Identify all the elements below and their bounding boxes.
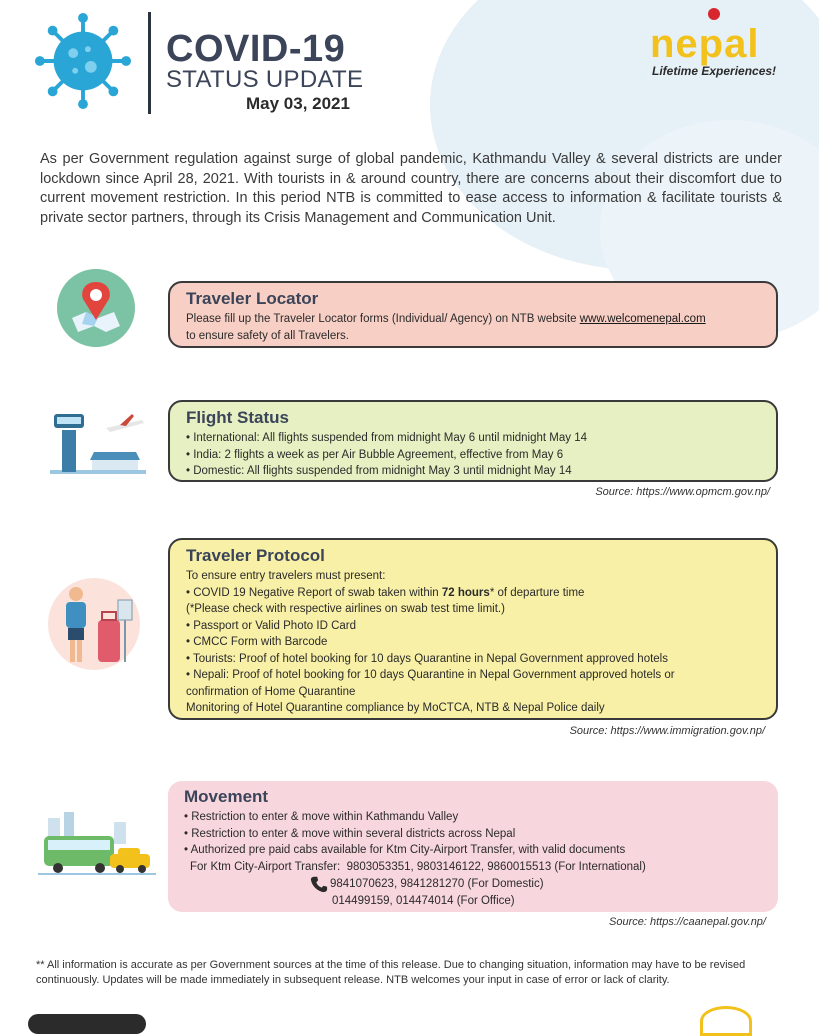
website-link[interactable]: www.welcomenepal.com (579, 313, 706, 325)
card-line: (*Please check with respective airlines on swab test time limit.) (186, 603, 505, 615)
card-title: Flight Status (186, 408, 289, 427)
card-line (332, 875, 762, 893)
flight-source: Source: https://www.opmcm.gov.np/ (595, 486, 770, 498)
bottom-left-badge (28, 1014, 146, 1034)
page-title: COVID-19 (166, 28, 346, 70)
card-text: * of departure time (489, 586, 585, 599)
card-line (186, 585, 760, 602)
card-line: • Restriction to enter & move within several districts across Nepal (184, 827, 516, 840)
card-line: to ensure safety of all Travelers. (186, 329, 349, 342)
movement-source: Source: https://caanepal.gov.np/ (609, 916, 766, 928)
logo-dot (708, 8, 720, 20)
logo-tagline: Lifetime Experiences! (652, 64, 777, 78)
transfer-label: For Ktm City-Airport Transfer: (190, 860, 341, 873)
traveler-locator-card (168, 281, 778, 348)
page-subtitle: STATUS UPDATE (166, 66, 364, 93)
card-line: • Domestic: All flights suspended from midnight May 3 until midnight May 14 (186, 465, 572, 477)
movement-card (168, 781, 778, 912)
traveler-luggage-icon (44, 572, 144, 672)
traveler-protocol-card (168, 538, 778, 720)
map-pin-icon (56, 268, 136, 348)
card-line: • Passport or Valid Photo ID Card (186, 619, 357, 632)
header-divider (148, 12, 151, 114)
airport-tower-icon (50, 400, 146, 486)
bus-icon (38, 812, 156, 878)
nepal-logo (650, 8, 790, 88)
bottom-right-shape (700, 1006, 752, 1036)
card-line: • Nepali: Proof of hotel booking for 10 days Quarantine in Nepal Government approved hotels or (186, 669, 675, 681)
card-line: • International: All flights suspended from midnight May 6 until midnight May 14 (186, 432, 587, 444)
virus-icon (34, 12, 132, 110)
flight-status-card (168, 400, 778, 482)
update-date: May 03, 2021 (246, 94, 350, 113)
card-line: • India: 2 flights a week as per Air Bubble Agreement, effective from May 6 (186, 448, 564, 461)
card-line: To ensure entry travelers must present: (186, 570, 386, 582)
card-text: Please fill up the Traveler Locator forms (Individual/ Agency) on NTB website (186, 313, 580, 325)
phone-icon (310, 875, 328, 893)
card-line (190, 859, 762, 876)
card-line (332, 893, 762, 910)
card-bold-text: 72 hours (441, 586, 490, 599)
card-text: • COVID 19 Negative Report of swab taken within (186, 586, 442, 599)
phones-international: 9803053351, 9803146122, 9860015513 (For International) (346, 860, 646, 873)
airplane-icon (106, 414, 144, 432)
card-line: confirmation of Home Quarantine (186, 685, 356, 698)
phones-domestic: 9841070623, 9841281270 (For Domestic) (330, 878, 544, 891)
card-line: • Tourists: Proof of hotel booking for 10 days Quarantine in Nepal Government approved hotels (186, 652, 668, 665)
footer-disclaimer: ** All information is accurate as per Government sources at the time of this release. Due to changing situation, information may have to be revised continuously. Updates will be made immediately in subsequent release. NTB welcomes your input in case of error or lack of clarity. (36, 959, 746, 986)
card-line (186, 311, 760, 328)
card-title: Movement (184, 787, 269, 806)
phones-office: 014499159, 014474014 (For Office) (332, 895, 515, 907)
taxi-icon (110, 848, 150, 873)
logo-word: nepal (650, 22, 760, 66)
card-line: • Restriction to enter & move within Kathmandu Valley (184, 811, 459, 823)
protocol-source: Source: https://www.immigration.gov.np/ (569, 725, 765, 737)
card-line: • Authorized pre paid cabs available for Ktm City-Airport Transfer, with valid documents (184, 844, 626, 856)
card-title: Traveler Protocol (186, 546, 325, 565)
card-title: Traveler Locator (186, 289, 319, 308)
intro-paragraph: As per Government regulation against surge of global pandemic, Kathmandu Valley & several districts are under lockdown since April 28, 2021. With tourists in & around country, there are concerns about their discomfort due to current movement restriction. In this period NTB is committed to ease access to information & facilitate tourists & private sector partners, through its Crisis Management and Communication Unit. (40, 151, 782, 226)
card-line: Monitoring of Hotel Quarantine compliance by MoCTCA, NTB & Nepal Police daily (186, 702, 605, 714)
card-line: • CMCC Form with Barcode (186, 636, 328, 648)
